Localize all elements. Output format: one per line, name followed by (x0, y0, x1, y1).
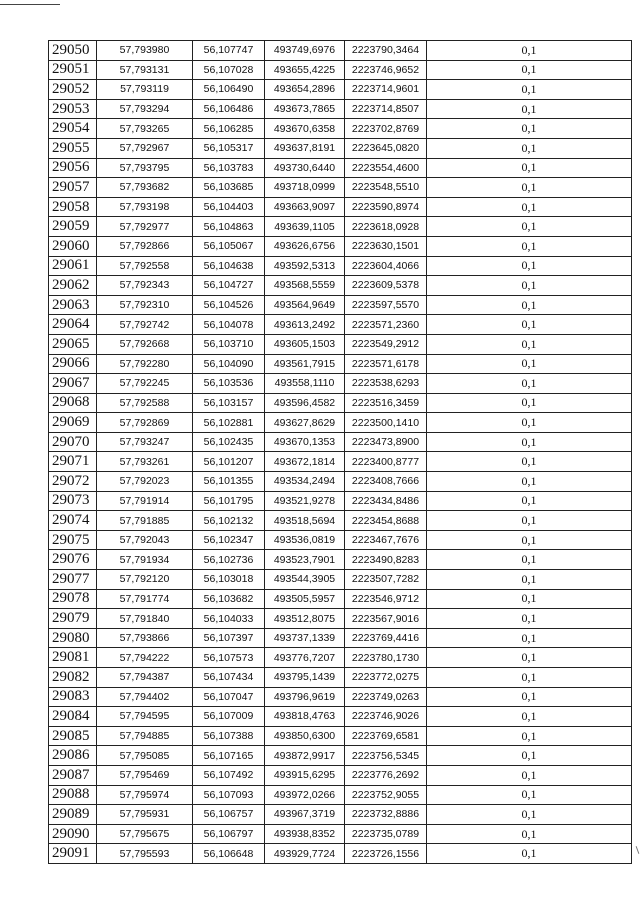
point-number-cell: 29064 (49, 315, 97, 335)
longitude-cell: 56,105317 (193, 138, 265, 158)
y-coordinate-cell: 2223546,9712 (345, 589, 427, 609)
accuracy-cell: 0,1 (427, 707, 632, 727)
y-coordinate-cell: 2223776,2692 (345, 765, 427, 785)
point-number-cell: 29056 (49, 158, 97, 178)
y-coordinate-cell: 2223500,1410 (345, 413, 427, 433)
x-coordinate-cell: 493796,9619 (265, 687, 345, 707)
y-coordinate-cell: 2223772,0275 (345, 668, 427, 688)
longitude-cell: 56,106797 (193, 824, 265, 844)
latitude-cell: 57,795974 (97, 785, 193, 805)
x-coordinate-cell: 493776,7207 (265, 648, 345, 668)
point-number-cell: 29076 (49, 550, 97, 570)
longitude-cell: 56,107009 (193, 707, 265, 727)
accuracy-cell: 0,1 (427, 687, 632, 707)
x-coordinate-cell: 493967,3719 (265, 805, 345, 825)
y-coordinate-cell: 2223571,2360 (345, 315, 427, 335)
table-row (49, 334, 632, 354)
longitude-cell: 56,103710 (193, 334, 265, 354)
point-number-cell: 29086 (49, 746, 97, 766)
x-coordinate-cell: 493626,6756 (265, 236, 345, 256)
x-coordinate-cell: 493521,9278 (265, 491, 345, 511)
y-coordinate-cell: 2223714,8507 (345, 99, 427, 119)
y-coordinate-cell: 2223780,1730 (345, 648, 427, 668)
x-coordinate-cell: 493938,8352 (265, 824, 345, 844)
point-number-cell: 29085 (49, 726, 97, 746)
x-coordinate-cell: 493850,6300 (265, 726, 345, 746)
accuracy-cell: 0,1 (427, 41, 632, 61)
accuracy-cell: 0,1 (427, 844, 632, 864)
table-row (49, 530, 632, 550)
longitude-cell: 56,101355 (193, 472, 265, 492)
point-number-cell: 29050 (49, 41, 97, 61)
coordinates-table (48, 40, 632, 864)
table-row (49, 217, 632, 237)
table-row (49, 648, 632, 668)
y-coordinate-cell: 2223548,5510 (345, 178, 427, 198)
x-coordinate-cell: 493670,1353 (265, 432, 345, 452)
accuracy-cell: 0,1 (427, 648, 632, 668)
longitude-cell: 56,102736 (193, 550, 265, 570)
accuracy-cell: 0,1 (427, 824, 632, 844)
longitude-cell: 56,103018 (193, 570, 265, 590)
y-coordinate-cell: 2223726,1556 (345, 844, 427, 864)
x-coordinate-cell: 493596,4582 (265, 393, 345, 413)
table-row (49, 550, 632, 570)
latitude-cell: 57,791885 (97, 511, 193, 531)
accuracy-cell: 0,1 (427, 628, 632, 648)
x-coordinate-cell: 493505,5957 (265, 589, 345, 609)
longitude-cell: 56,104403 (193, 197, 265, 217)
longitude-cell: 56,103157 (193, 393, 265, 413)
table-row (49, 138, 632, 158)
x-coordinate-cell: 493673,7865 (265, 99, 345, 119)
latitude-cell: 57,795931 (97, 805, 193, 825)
latitude-cell: 57,794402 (97, 687, 193, 707)
x-coordinate-cell: 493972,0266 (265, 785, 345, 805)
longitude-cell: 56,106285 (193, 119, 265, 139)
table-row (49, 805, 632, 825)
x-coordinate-cell: 493534,2494 (265, 472, 345, 492)
latitude-cell: 57,794387 (97, 668, 193, 688)
latitude-cell: 57,793261 (97, 452, 193, 472)
table-row (49, 746, 632, 766)
x-coordinate-cell: 493730,6440 (265, 158, 345, 178)
y-coordinate-cell: 2223735,0789 (345, 824, 427, 844)
latitude-cell: 57,793131 (97, 60, 193, 80)
latitude-cell: 57,793247 (97, 432, 193, 452)
x-coordinate-cell: 493523,7901 (265, 550, 345, 570)
coordinates-table-body (49, 41, 632, 864)
table-row (49, 119, 632, 139)
point-number-cell: 29062 (49, 276, 97, 296)
point-number-cell: 29067 (49, 374, 97, 394)
x-coordinate-cell: 493613,2492 (265, 315, 345, 335)
table-row (49, 80, 632, 100)
accuracy-cell: 0,1 (427, 668, 632, 688)
point-number-cell: 29057 (49, 178, 97, 198)
y-coordinate-cell: 2223516,3459 (345, 393, 427, 413)
longitude-cell: 56,106757 (193, 805, 265, 825)
latitude-cell: 57,792977 (97, 217, 193, 237)
y-coordinate-cell: 2223749,0263 (345, 687, 427, 707)
longitude-cell: 56,107747 (193, 41, 265, 61)
latitude-cell: 57,791914 (97, 491, 193, 511)
point-number-cell: 29051 (49, 60, 97, 80)
table-row (49, 41, 632, 61)
accuracy-cell: 0,1 (427, 413, 632, 433)
table-row (49, 295, 632, 315)
longitude-cell: 56,102132 (193, 511, 265, 531)
latitude-cell: 57,791774 (97, 589, 193, 609)
longitude-cell: 56,107165 (193, 746, 265, 766)
accuracy-cell: 0,1 (427, 432, 632, 452)
longitude-cell: 56,107028 (193, 60, 265, 80)
y-coordinate-cell: 2223645,0820 (345, 138, 427, 158)
x-coordinate-cell: 493749,6976 (265, 41, 345, 61)
point-number-cell: 29054 (49, 119, 97, 139)
point-number-cell: 29055 (49, 138, 97, 158)
longitude-cell: 56,106648 (193, 844, 265, 864)
longitude-cell: 56,104638 (193, 256, 265, 276)
point-number-cell: 29091 (49, 844, 97, 864)
latitude-cell: 57,792967 (97, 138, 193, 158)
table-row (49, 99, 632, 119)
point-number-cell: 29079 (49, 609, 97, 629)
table-row (49, 197, 632, 217)
latitude-cell: 57,793265 (97, 119, 193, 139)
point-number-cell: 29073 (49, 491, 97, 511)
point-number-cell: 29084 (49, 707, 97, 727)
x-coordinate-cell: 493536,0819 (265, 530, 345, 550)
longitude-cell: 56,102347 (193, 530, 265, 550)
table-row (49, 844, 632, 864)
y-coordinate-cell: 2223467,7676 (345, 530, 427, 550)
x-coordinate-cell: 493544,3905 (265, 570, 345, 590)
accuracy-cell: 0,1 (427, 805, 632, 825)
accuracy-cell: 0,1 (427, 550, 632, 570)
latitude-cell: 57,792742 (97, 315, 193, 335)
y-coordinate-cell: 2223630,1501 (345, 236, 427, 256)
x-coordinate-cell: 493655,4225 (265, 60, 345, 80)
y-coordinate-cell: 2223702,8769 (345, 119, 427, 139)
x-coordinate-cell: 493654,2896 (265, 80, 345, 100)
longitude-cell: 56,104090 (193, 354, 265, 374)
x-coordinate-cell: 493672,1814 (265, 452, 345, 472)
table-row (49, 589, 632, 609)
longitude-cell: 56,104033 (193, 609, 265, 629)
x-coordinate-cell: 493518,5694 (265, 511, 345, 531)
table-row (49, 354, 632, 374)
point-number-cell: 29065 (49, 334, 97, 354)
accuracy-cell: 0,1 (427, 491, 632, 511)
accuracy-cell: 0,1 (427, 276, 632, 296)
latitude-cell: 57,792588 (97, 393, 193, 413)
accuracy-cell: 0,1 (427, 472, 632, 492)
accuracy-cell: 0,1 (427, 119, 632, 139)
latitude-cell: 57,794222 (97, 648, 193, 668)
table-row (49, 393, 632, 413)
point-number-cell: 29090 (49, 824, 97, 844)
longitude-cell: 56,101795 (193, 491, 265, 511)
longitude-cell: 56,103783 (193, 158, 265, 178)
x-coordinate-cell: 493872,9917 (265, 746, 345, 766)
accuracy-cell: 0,1 (427, 60, 632, 80)
accuracy-cell: 0,1 (427, 393, 632, 413)
latitude-cell: 57,792120 (97, 570, 193, 590)
longitude-cell: 56,104526 (193, 295, 265, 315)
table-row (49, 472, 632, 492)
latitude-cell: 57,792869 (97, 413, 193, 433)
point-number-cell: 29053 (49, 99, 97, 119)
latitude-cell: 57,792043 (97, 530, 193, 550)
latitude-cell: 57,792558 (97, 256, 193, 276)
table-row (49, 726, 632, 746)
point-number-cell: 29058 (49, 197, 97, 217)
point-number-cell: 29068 (49, 393, 97, 413)
table-row (49, 570, 632, 590)
y-coordinate-cell: 2223400,8777 (345, 452, 427, 472)
y-coordinate-cell: 2223554,4600 (345, 158, 427, 178)
y-coordinate-cell: 2223507,7282 (345, 570, 427, 590)
longitude-cell: 56,104727 (193, 276, 265, 296)
point-number-cell: 29082 (49, 668, 97, 688)
latitude-cell: 57,795593 (97, 844, 193, 864)
latitude-cell: 57,792668 (97, 334, 193, 354)
latitude-cell: 57,793119 (97, 80, 193, 100)
point-number-cell: 29069 (49, 413, 97, 433)
point-number-cell: 29081 (49, 648, 97, 668)
longitude-cell: 56,107388 (193, 726, 265, 746)
accuracy-cell: 0,1 (427, 217, 632, 237)
table-row (49, 609, 632, 629)
longitude-cell: 56,107397 (193, 628, 265, 648)
accuracy-cell: 0,1 (427, 746, 632, 766)
point-number-cell: 29060 (49, 236, 97, 256)
latitude-cell: 57,793866 (97, 628, 193, 648)
longitude-cell: 56,107093 (193, 785, 265, 805)
point-number-cell: 29083 (49, 687, 97, 707)
table-row (49, 785, 632, 805)
y-coordinate-cell: 2223746,9652 (345, 60, 427, 80)
accuracy-cell: 0,1 (427, 236, 632, 256)
table-row (49, 236, 632, 256)
table-row (49, 178, 632, 198)
longitude-cell: 56,106490 (193, 80, 265, 100)
table-row (49, 765, 632, 785)
y-coordinate-cell: 2223752,9055 (345, 785, 427, 805)
point-number-cell: 29063 (49, 295, 97, 315)
latitude-cell: 57,793294 (97, 99, 193, 119)
latitude-cell: 57,792023 (97, 472, 193, 492)
longitude-cell: 56,102435 (193, 432, 265, 452)
longitude-cell: 56,103536 (193, 374, 265, 394)
table-row (49, 315, 632, 335)
longitude-cell: 56,104078 (193, 315, 265, 335)
y-coordinate-cell: 2223571,6178 (345, 354, 427, 374)
point-number-cell: 29089 (49, 805, 97, 825)
point-number-cell: 29072 (49, 472, 97, 492)
accuracy-cell: 0,1 (427, 197, 632, 217)
margin-mark (636, 846, 640, 854)
x-coordinate-cell: 493568,5559 (265, 276, 345, 296)
latitude-cell: 57,791840 (97, 609, 193, 629)
longitude-cell: 56,101207 (193, 452, 265, 472)
latitude-cell: 57,792310 (97, 295, 193, 315)
x-coordinate-cell: 493605,1503 (265, 334, 345, 354)
y-coordinate-cell: 2223609,5378 (345, 276, 427, 296)
latitude-cell: 57,791934 (97, 550, 193, 570)
x-coordinate-cell: 493929,7724 (265, 844, 345, 864)
longitude-cell: 56,107434 (193, 668, 265, 688)
y-coordinate-cell: 2223567,9016 (345, 609, 427, 629)
point-number-cell: 29077 (49, 570, 97, 590)
longitude-cell: 56,103685 (193, 178, 265, 198)
y-coordinate-cell: 2223732,8886 (345, 805, 427, 825)
longitude-cell: 56,107047 (193, 687, 265, 707)
x-coordinate-cell: 493637,8191 (265, 138, 345, 158)
latitude-cell: 57,792866 (97, 236, 193, 256)
point-number-cell: 29066 (49, 354, 97, 374)
y-coordinate-cell: 2223790,3464 (345, 41, 427, 61)
x-coordinate-cell: 493795,1439 (265, 668, 345, 688)
point-number-cell: 29075 (49, 530, 97, 550)
accuracy-cell: 0,1 (427, 99, 632, 119)
point-number-cell: 29071 (49, 452, 97, 472)
table-row (49, 432, 632, 452)
table-row (49, 707, 632, 727)
point-number-cell: 29080 (49, 628, 97, 648)
x-coordinate-cell: 493512,8075 (265, 609, 345, 629)
accuracy-cell: 0,1 (427, 609, 632, 629)
table-row (49, 824, 632, 844)
point-number-cell: 29052 (49, 80, 97, 100)
accuracy-cell: 0,1 (427, 334, 632, 354)
table-row (49, 374, 632, 394)
table-row (49, 491, 632, 511)
accuracy-cell: 0,1 (427, 726, 632, 746)
y-coordinate-cell: 2223714,9601 (345, 80, 427, 100)
latitude-cell: 57,793198 (97, 197, 193, 217)
latitude-cell: 57,794595 (97, 707, 193, 727)
latitude-cell: 57,793980 (97, 41, 193, 61)
y-coordinate-cell: 2223769,4416 (345, 628, 427, 648)
table-row (49, 687, 632, 707)
y-coordinate-cell: 2223746,9026 (345, 707, 427, 727)
point-number-cell: 29061 (49, 256, 97, 276)
accuracy-cell: 0,1 (427, 158, 632, 178)
accuracy-cell: 0,1 (427, 80, 632, 100)
x-coordinate-cell: 493718,0999 (265, 178, 345, 198)
longitude-cell: 56,106486 (193, 99, 265, 119)
x-coordinate-cell: 493627,8629 (265, 413, 345, 433)
longitude-cell: 56,102881 (193, 413, 265, 433)
longitude-cell: 56,107492 (193, 765, 265, 785)
point-number-cell: 29059 (49, 217, 97, 237)
accuracy-cell: 0,1 (427, 765, 632, 785)
accuracy-cell: 0,1 (427, 374, 632, 394)
latitude-cell: 57,794885 (97, 726, 193, 746)
longitude-cell: 56,105067 (193, 236, 265, 256)
latitude-cell: 57,793795 (97, 158, 193, 178)
latitude-cell: 57,792343 (97, 276, 193, 296)
x-coordinate-cell: 493915,6295 (265, 765, 345, 785)
point-number-cell: 29074 (49, 511, 97, 531)
y-coordinate-cell: 2223434,8486 (345, 491, 427, 511)
y-coordinate-cell: 2223549,2912 (345, 334, 427, 354)
x-coordinate-cell: 493670,6358 (265, 119, 345, 139)
table-row (49, 276, 632, 296)
y-coordinate-cell: 2223490,8283 (345, 550, 427, 570)
accuracy-cell: 0,1 (427, 530, 632, 550)
y-coordinate-cell: 2223473,8900 (345, 432, 427, 452)
longitude-cell: 56,107573 (193, 648, 265, 668)
table-row (49, 158, 632, 178)
y-coordinate-cell: 2223604,4066 (345, 256, 427, 276)
longitude-cell: 56,104863 (193, 217, 265, 237)
accuracy-cell: 0,1 (427, 354, 632, 374)
y-coordinate-cell: 2223454,8688 (345, 511, 427, 531)
accuracy-cell: 0,1 (427, 138, 632, 158)
accuracy-cell: 0,1 (427, 178, 632, 198)
point-number-cell: 29070 (49, 432, 97, 452)
point-number-cell: 29087 (49, 765, 97, 785)
longitude-cell: 56,103682 (193, 589, 265, 609)
accuracy-cell: 0,1 (427, 570, 632, 590)
table-row (49, 628, 632, 648)
header-rule (0, 4, 60, 5)
accuracy-cell: 0,1 (427, 295, 632, 315)
accuracy-cell: 0,1 (427, 589, 632, 609)
y-coordinate-cell: 2223769,6581 (345, 726, 427, 746)
latitude-cell: 57,792280 (97, 354, 193, 374)
table-row (49, 256, 632, 276)
x-coordinate-cell: 493592,5313 (265, 256, 345, 276)
x-coordinate-cell: 493663,9097 (265, 197, 345, 217)
y-coordinate-cell: 2223590,8974 (345, 197, 427, 217)
y-coordinate-cell: 2223538,6293 (345, 374, 427, 394)
table-row (49, 413, 632, 433)
y-coordinate-cell: 2223618,0928 (345, 217, 427, 237)
accuracy-cell: 0,1 (427, 785, 632, 805)
table-row (49, 668, 632, 688)
latitude-cell: 57,795085 (97, 746, 193, 766)
latitude-cell: 57,793682 (97, 178, 193, 198)
x-coordinate-cell: 493564,9649 (265, 295, 345, 315)
latitude-cell: 57,795469 (97, 765, 193, 785)
point-number-cell: 29078 (49, 589, 97, 609)
accuracy-cell: 0,1 (427, 315, 632, 335)
y-coordinate-cell: 2223756,5345 (345, 746, 427, 766)
x-coordinate-cell: 493639,1105 (265, 217, 345, 237)
x-coordinate-cell: 493558,1110 (265, 374, 345, 394)
table-row (49, 60, 632, 80)
accuracy-cell: 0,1 (427, 256, 632, 276)
accuracy-cell: 0,1 (427, 511, 632, 531)
accuracy-cell: 0,1 (427, 452, 632, 472)
y-coordinate-cell: 2223597,5570 (345, 295, 427, 315)
y-coordinate-cell: 2223408,7666 (345, 472, 427, 492)
latitude-cell: 57,792245 (97, 374, 193, 394)
point-number-cell: 29088 (49, 785, 97, 805)
table-row (49, 511, 632, 531)
x-coordinate-cell: 493737,1339 (265, 628, 345, 648)
x-coordinate-cell: 493818,4763 (265, 707, 345, 727)
latitude-cell: 57,795675 (97, 824, 193, 844)
x-coordinate-cell: 493561,7915 (265, 354, 345, 374)
table-row (49, 452, 632, 472)
